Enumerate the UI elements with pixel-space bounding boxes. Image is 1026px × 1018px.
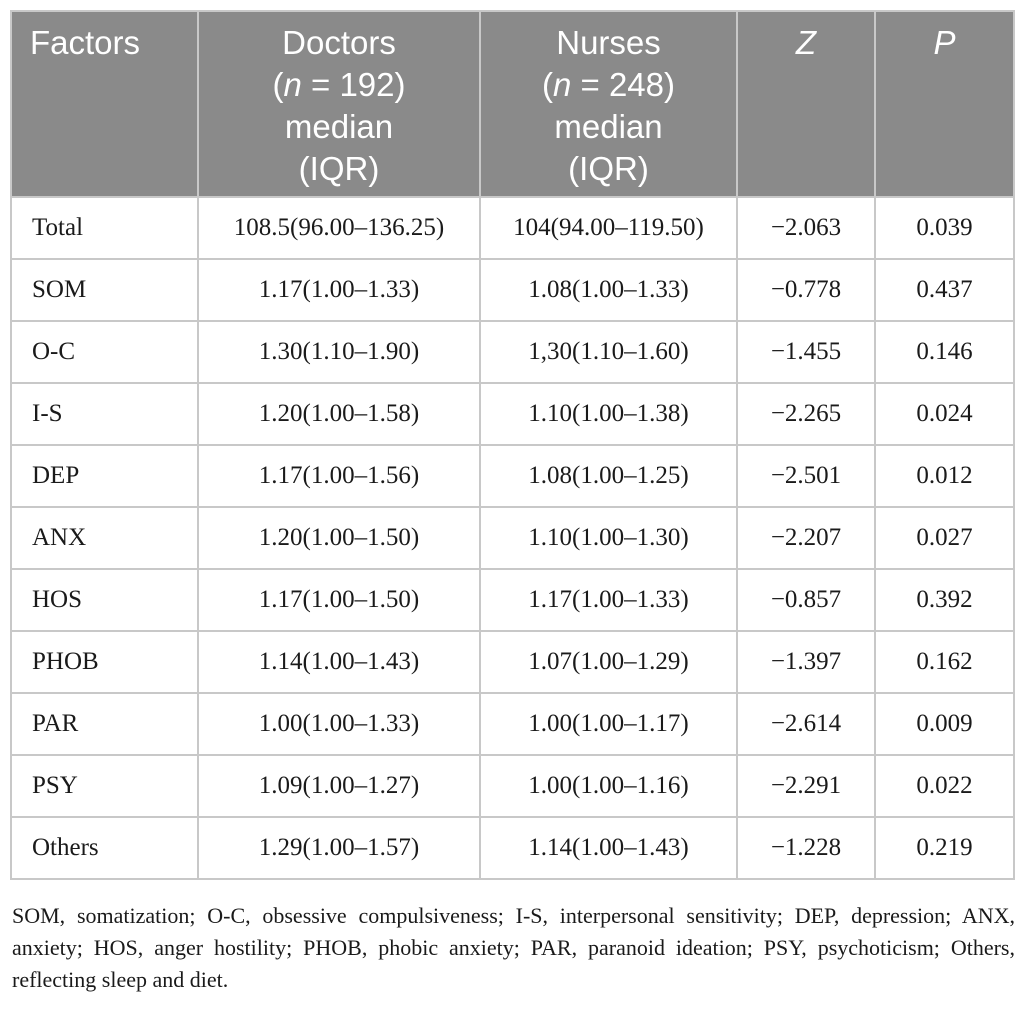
cell-doctors: 1.17(1.00–1.33) [198, 259, 480, 321]
header-z [737, 11, 875, 197]
cell-nurses: 1.10(1.00–1.30) [480, 507, 737, 569]
cell-doctors: 108.5(96.00–136.25) [198, 197, 480, 259]
cell-factor: SOM [11, 259, 198, 321]
comparison-table [10, 10, 1015, 880]
header-doctors-line2: (n = 192) [272, 66, 406, 103]
cell-doctors: 1.20(1.00–1.50) [198, 507, 480, 569]
cell-nurses: 1,30(1.10–1.60) [480, 321, 737, 383]
table-row [11, 259, 1014, 321]
cell-doctors: 1.30(1.10–1.90) [198, 321, 480, 383]
table-body [11, 197, 1014, 879]
table-row [11, 631, 1014, 693]
table-row [11, 383, 1014, 445]
cell-z: −2.063 [737, 197, 875, 259]
cell-z: −1.228 [737, 817, 875, 879]
cell-p: 0.009 [875, 693, 1014, 755]
header-doctors-line4: (IQR) [298, 150, 380, 187]
cell-nurses: 1.00(1.00–1.16) [480, 755, 737, 817]
cell-p: 0.012 [875, 445, 1014, 507]
cell-nurses: 1.08(1.00–1.33) [480, 259, 737, 321]
header-nurses-line1: Nurses [556, 24, 661, 61]
cell-factor: ANX [11, 507, 198, 569]
data-table-container [10, 10, 1013, 880]
header-nurses-line4: (IQR) [568, 150, 649, 187]
cell-z: −0.857 [737, 569, 875, 631]
cell-z: −2.501 [737, 445, 875, 507]
cell-doctors: 1.29(1.00–1.57) [198, 817, 480, 879]
header-nurses [480, 11, 737, 197]
table-row [11, 197, 1014, 259]
cell-z: −2.614 [737, 693, 875, 755]
cell-z: −2.291 [737, 755, 875, 817]
cell-nurses: 1.07(1.00–1.29) [480, 631, 737, 693]
cell-doctors: 1.20(1.00–1.58) [198, 383, 480, 445]
table-header [11, 11, 1014, 197]
cell-factor: PAR [11, 693, 198, 755]
cell-z: −2.207 [737, 507, 875, 569]
header-p [875, 11, 1014, 197]
cell-doctors: 1.17(1.00–1.50) [198, 569, 480, 631]
header-factors-label: Factors [30, 24, 141, 61]
cell-nurses: 1.08(1.00–1.25) [480, 445, 737, 507]
cell-z: −1.397 [737, 631, 875, 693]
cell-factor: I-S [11, 383, 198, 445]
cell-factor: Total [11, 197, 198, 259]
cell-factor: HOS [11, 569, 198, 631]
cell-z: −2.265 [737, 383, 875, 445]
cell-nurses: 1.14(1.00–1.43) [480, 817, 737, 879]
cell-p: 0.039 [875, 197, 1014, 259]
header-nurses-line2: (n = 248) [541, 66, 676, 103]
header-factors [11, 11, 198, 197]
cell-factor: Others [11, 817, 198, 879]
header-row [11, 11, 1014, 197]
cell-factor: DEP [11, 445, 198, 507]
table-row [11, 693, 1014, 755]
table-row [11, 321, 1014, 383]
cell-nurses: 1.17(1.00–1.33) [480, 569, 737, 631]
cell-p: 0.162 [875, 631, 1014, 693]
cell-nurses: 104(94.00–119.50) [480, 197, 737, 259]
cell-z: −0.778 [737, 259, 875, 321]
cell-factor: PHOB [11, 631, 198, 693]
cell-doctors: 1.09(1.00–1.27) [198, 755, 480, 817]
header-p-label: P [933, 24, 956, 61]
header-doctors [198, 11, 480, 197]
cell-p: 0.437 [875, 259, 1014, 321]
cell-p: 0.392 [875, 569, 1014, 631]
cell-nurses: 1.00(1.00–1.17) [480, 693, 737, 755]
header-nurses-line3: median [554, 108, 663, 145]
cell-factor: O-C [11, 321, 198, 383]
header-z-label: Z [795, 24, 817, 61]
cell-p: 0.219 [875, 817, 1014, 879]
cell-nurses: 1.10(1.00–1.38) [480, 383, 737, 445]
table-row [11, 817, 1014, 879]
cell-p: 0.024 [875, 383, 1014, 445]
cell-factor: PSY [11, 755, 198, 817]
header-doctors-line1: Doctors [282, 24, 396, 61]
cell-p: 0.146 [875, 321, 1014, 383]
cell-doctors: 1.00(1.00–1.33) [198, 693, 480, 755]
table-row [11, 755, 1014, 817]
cell-doctors: 1.14(1.00–1.43) [198, 631, 480, 693]
header-doctors-line3: median [284, 108, 394, 145]
table-footnote: SOM, somatization; O-C, obsessive compulsiveness; I-S, interpersonal sensitivity; DEP, depression; ANX, anxiety; HOS, anger hostility; PHOB, phobic anxiety; PAR, paranoid ideation; PSY, psychoticism; Others, reflecting sleep and diet. [12, 903, 1015, 992]
table-row [11, 507, 1014, 569]
cell-p: 0.027 [875, 507, 1014, 569]
cell-p: 0.022 [875, 755, 1014, 817]
cell-z: −1.455 [737, 321, 875, 383]
table-row [11, 569, 1014, 631]
table-row [11, 445, 1014, 507]
cell-doctors: 1.17(1.00–1.56) [198, 445, 480, 507]
